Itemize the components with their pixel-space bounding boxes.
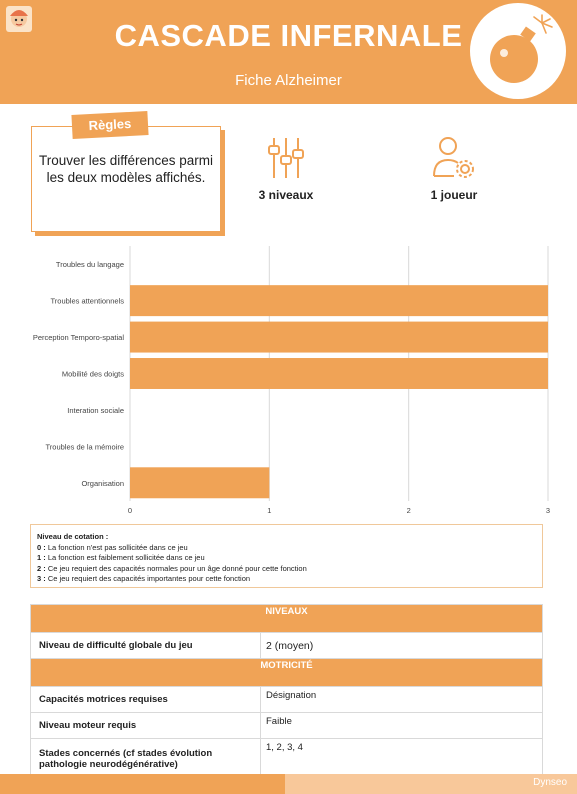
bar <box>130 285 548 316</box>
bar <box>130 358 548 389</box>
legend-item: 2 : Ce jeu requiert des capacités normales pour un âge donné pour cette fonction <box>37 563 307 573</box>
legend-title: Niveau de cotation : <box>37 532 109 541</box>
feature-players <box>418 134 490 202</box>
x-tick-label: 0 <box>127 506 133 515</box>
row-label: Capacités motrices requises <box>31 687 261 713</box>
x-tick-label: 1 <box>267 506 272 515</box>
sliders-icon <box>250 134 322 186</box>
rules-text: Trouver les différences parmi les deux modèles affichés. <box>38 153 214 185</box>
page-title: CASCADE INFERNALE <box>114 18 463 53</box>
bar-chart <box>0 244 577 520</box>
row-value: Faible <box>261 713 543 739</box>
table-row <box>31 633 543 659</box>
table-row <box>31 739 543 779</box>
legend-item: 1 : La fonction est faiblement sollicitée dans ce jeu <box>37 553 205 562</box>
table-row <box>31 713 543 739</box>
row-label: Niveau moteur requis <box>31 713 261 739</box>
bomb-icon <box>470 3 566 99</box>
category-label: Perception Temporo-spatial <box>32 333 124 343</box>
levels-table <box>30 604 543 779</box>
row-value: 2 (moyen) <box>261 633 543 659</box>
x-tick-label: 3 <box>545 506 551 515</box>
bar <box>130 467 269 498</box>
bar <box>130 322 548 353</box>
section-header-motricite: MOTRICITÉ <box>31 659 543 687</box>
table-row <box>31 687 543 713</box>
category-label: Organisation <box>81 478 124 488</box>
feature-levels <box>250 134 322 202</box>
page-subtitle: Fiche Alzheimer <box>235 72 342 89</box>
row-label: Niveau de difficulté globale du jeu <box>31 633 261 659</box>
rules-tag: Règles <box>71 111 148 139</box>
category-label: Mobilité des doigts <box>61 369 124 379</box>
feature-players-label: 1 joueur <box>430 188 478 202</box>
section-header-niveaux: NIVEAUX <box>31 605 543 633</box>
legend-box <box>30 524 543 588</box>
row-value: 1, 2, 3, 4 <box>261 739 543 779</box>
category-label: Troubles du langage <box>55 260 124 270</box>
category-label: Interation sociale <box>67 405 124 415</box>
feature-levels-label: 3 niveaux <box>258 188 314 202</box>
legend-item: 0 : La fonction n'est pas sollicitée dans ce jeu <box>37 542 188 552</box>
x-tick-label: 2 <box>406 506 411 515</box>
category-label: Troubles attentionnels <box>50 296 124 306</box>
legend-item: 3 : Ce jeu requiert des capacités importantes pour cette fonction <box>37 574 251 583</box>
row-value: Désignation <box>261 687 543 713</box>
category-label: Troubles de la mémoire <box>45 442 124 452</box>
row-label: Stades concernés (cf stades évolution pathologie neurodégénérative) <box>31 739 261 779</box>
user-gear-icon <box>418 134 490 186</box>
brand-logo: Dynseo <box>533 777 567 788</box>
